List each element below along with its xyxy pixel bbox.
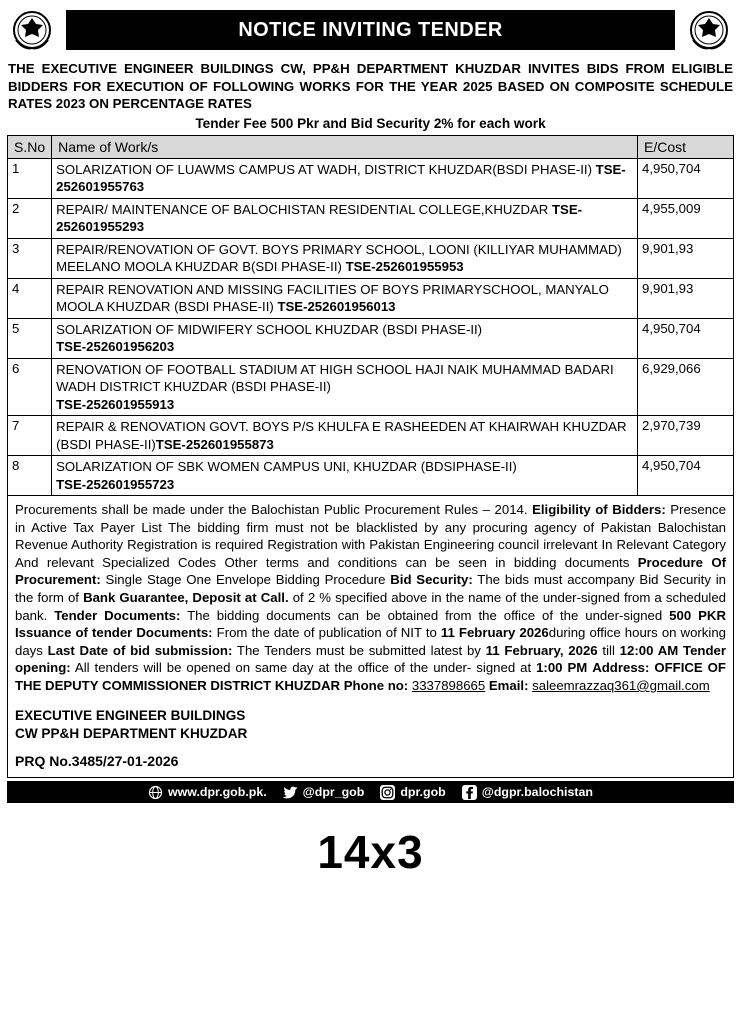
conditions-label-email: Email:	[488, 677, 529, 693]
conditions-text-5: of 2 % specified above in the name of the under-signed from a scheduled bank.	[15, 589, 727, 623]
cell-name	[52, 198, 638, 238]
work-code: TSE-252601955913	[56, 396, 175, 412]
conditions-text-1: Procurements shall be made under the Balochistan Public Procurement Rules – 2014.	[15, 502, 533, 517]
work-name: SOLARIZATION OF LUAWMS CAMPUS AT WADH, DISTRICT KHUZDAR(BSDI PHASE-II)	[56, 161, 592, 177]
cell-sno: 3	[8, 238, 52, 278]
conditions-text-8: during office hours on working days	[15, 625, 726, 658]
conditions-text-12: All tenders will be opened on same day at the office of the under- signed at	[70, 660, 537, 676]
conditions-text-9: The Tenders must be submitted latest by	[232, 642, 486, 658]
conditions-text-3: Single Stage One Envelope Bidding Procedure	[100, 572, 391, 588]
signoff-line-2: CW PP&H DEPARTMENT KHUZDAR	[15, 725, 248, 741]
conditions-text-2: Presence in Active Tax Payer List The bidding firm must not be blacklisted by any procuring agency of Pakistan Balochistan Revenue Authority Registration is required Registration with Pakistan Engineering council irrelevant In Relevant Category And relevant Specialized Codes Other terms and conditions can be seen in bidding documents	[15, 502, 726, 570]
work-code: TSE-252601956203	[56, 339, 175, 354]
cell-cost: 9,901,93	[638, 278, 734, 318]
cell-name	[52, 278, 638, 318]
table-row	[8, 238, 734, 278]
cell-cost: 4,950,704	[638, 456, 734, 496]
cell-cost: 4,950,704	[638, 318, 734, 358]
work-name: SOLARIZATION OF MIDWIFERY SCHOOL KHUZDAR (BSDI PHASE-II)	[56, 321, 483, 337]
conditions-text-6: The bidding documents can be obtained from the office of the under-signed	[180, 607, 670, 623]
conditions-value-last-date: 11 February, 2026	[485, 642, 598, 658]
conditions-label-phone: Phone no:	[343, 677, 409, 693]
column-header-sno: S.No	[8, 135, 52, 158]
contact-phone[interactable]: 3337898665	[411, 677, 486, 693]
prq-number: PRQ No.3485/27-01-2026	[15, 752, 179, 769]
conditions-value-issuance-date: 11 February 2026	[440, 625, 549, 641]
cell-name	[52, 416, 638, 456]
work-name: REPAIR/ MAINTENANCE OF BALOCHISTAN RESIDENTIAL COLLEGE,KHUZDAR	[56, 201, 549, 217]
cell-name	[52, 456, 638, 496]
work-code: TSE-252601955293	[56, 201, 583, 234]
conditions-label-tender-documents: Tender Documents:	[54, 607, 181, 623]
cell-cost: 2,970,739	[638, 416, 734, 456]
instagram-icon	[380, 785, 395, 800]
intro-paragraph: THE EXECUTIVE ENGINEER BUILDINGS CW, PP&H DEPARTMENT KHUZDAR INVITES BIDS FROM ELIGIBLE BIDDERS FOR EXECUTION OF FOLLOWING WORKS FOR THE YEAR 2025 BASED ON COMPOSITE SCHEDULE RATES 2023 ON PERCENTAGE RATES	[8, 61, 733, 111]
table-row	[8, 358, 734, 416]
conditions-label-tender-opening: Tender opening:	[15, 642, 726, 676]
work-name: RENOVATION OF FOOTBALL STADIUM AT HIGH SCHOOL HAJI NAIK MUHAMMAD BADARI WADH DISTRICT KHUZDAR (BSDI PHASE-II)	[56, 361, 614, 394]
social-footer	[7, 781, 734, 803]
conditions-block	[7, 496, 734, 778]
page-title	[66, 10, 675, 50]
globe-icon	[148, 785, 163, 800]
signoff-line-1: EXECUTIVE ENGINEER BUILDINGS	[15, 707, 246, 723]
work-code: TSE-252601956013	[277, 299, 396, 314]
work-code: TSE-252601955873	[155, 436, 274, 452]
cell-cost: 4,950,704	[638, 158, 734, 198]
social-item-website[interactable]	[148, 785, 267, 800]
signoff-block	[15, 707, 726, 743]
conditions-label-address: Address:	[592, 660, 650, 676]
work-name: REPAIR RENOVATION AND MISSING FACILITIES OF BOYS PRIMARYSCHOOL, MANYALO MOOLA KHUZDAR (BSDI PHASE-II)	[56, 281, 609, 314]
table-row	[8, 416, 734, 456]
ad-size-marker: 14x3	[317, 826, 424, 879]
conditions-value-guarantee: Bank Guarantee, Deposit at Call.	[83, 589, 289, 605]
conditions-label-procedure: Procedure Of Procurement:	[15, 554, 726, 588]
cell-cost: 6,929,066	[638, 358, 734, 416]
conditions-label-eligibility: Eligibility of Bidders:	[532, 502, 666, 517]
social-label-twitter: @dpr_gob	[302, 785, 365, 800]
work-code: TSE-252601955763	[56, 161, 626, 194]
table-header-row	[8, 135, 734, 158]
tender-fee-line: Tender Fee 500 Pkr and Bid Security 2% for each work	[195, 115, 546, 131]
work-name: REPAIR/RENOVATION OF GOVT. BOYS PRIMARY SCHOOL, LOONI (KILLIYAR MUHAMMAD) MEELANO MOOLA KHUZDAR B(SDI PHASE-II)	[56, 241, 622, 274]
table-row	[8, 456, 734, 496]
social-item-facebook[interactable]	[462, 785, 593, 800]
balochistan-government-emblem-icon-right	[687, 10, 731, 52]
social-label-instagram: dpr.gob	[400, 785, 446, 800]
cell-sno: 8	[8, 456, 52, 496]
balochistan-government-emblem-icon-left	[10, 10, 54, 52]
cell-sno: 5	[8, 318, 52, 358]
cell-name	[52, 318, 638, 358]
header-band	[6, 4, 735, 58]
table-row	[8, 278, 734, 318]
social-label-facebook: @dgpr.balochistan	[481, 785, 593, 800]
works-table	[7, 135, 734, 497]
cell-name	[52, 158, 638, 198]
contact-email[interactable]: saleemrazzaq361@gmail.com	[532, 677, 710, 693]
cell-cost: 9,901,93	[638, 238, 734, 278]
page-title-text: NOTICE INVITING TENDER	[238, 18, 503, 41]
work-code: TSE-252601955723	[56, 476, 175, 492]
cell-sno: 7	[8, 416, 52, 456]
column-header-name: Name of Work/s	[52, 135, 638, 158]
cell-cost: 4,955,009	[638, 198, 734, 238]
tender-notice-page	[0, 4, 741, 1028]
cell-sno: 6	[8, 358, 52, 416]
conditions-label-bid-security: Bid Security:	[390, 572, 473, 588]
table-row	[8, 158, 734, 198]
conditions-text-10: till	[597, 642, 620, 658]
work-code: TSE-252601955953	[345, 259, 464, 274]
conditions-value-address: OFFICE OF THE DEPUTY COMMISSIONER DISTRICT KHUZDAR	[15, 660, 726, 693]
conditions-value-last-time: 12:00 AM	[619, 642, 679, 658]
twitter-bird-icon	[283, 785, 298, 800]
cell-sno: 1	[8, 158, 52, 198]
social-item-instagram[interactable]	[380, 785, 445, 800]
work-name: REPAIR & RENOVATION GOVT. BOYS P/S KHULFA E RASHEEDEN AT KHAIRWAH KHUZDAR (BSDI PHASE-II)	[56, 419, 627, 452]
social-item-twitter[interactable]	[283, 785, 365, 800]
social-label-website: www.dpr.gob.pk.	[168, 785, 267, 800]
table-row	[8, 318, 734, 358]
work-name: SOLARIZATION OF SBK WOMEN CAMPUS UNI, KHUZDAR (BDSIPHASE-II)	[56, 459, 517, 474]
cell-name	[52, 238, 638, 278]
conditions-value-opening-time: 1:00 PM	[536, 660, 588, 676]
conditions-label-issuance: 500 PKR Issuance of tender Documents:	[15, 607, 726, 641]
facebook-icon	[462, 785, 477, 800]
cell-sno: 4	[8, 278, 52, 318]
cell-sno: 2	[8, 198, 52, 238]
table-row	[8, 198, 734, 238]
cell-name	[52, 358, 638, 416]
column-header-cost: E/Cost	[638, 135, 734, 158]
works-table-body	[8, 158, 734, 496]
conditions-text-7: From the date of publication of NIT to	[212, 625, 441, 641]
conditions-text-4: The bids must accompany Bid Security in the form of	[15, 572, 726, 605]
conditions-label-last-date: Last Date of bid submission:	[47, 642, 233, 658]
